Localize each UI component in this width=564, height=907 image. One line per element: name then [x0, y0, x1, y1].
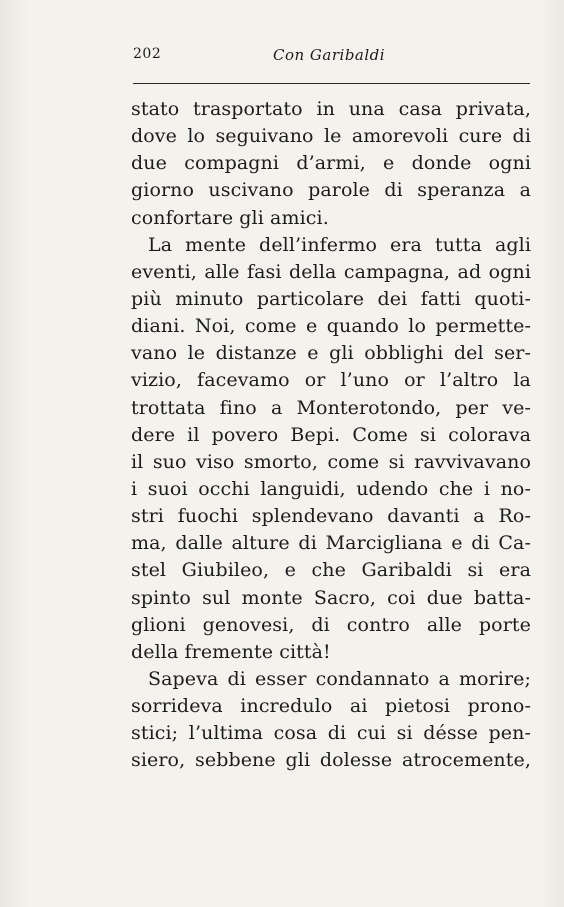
- text-line: dere il povero Bepi. Come si colorava: [131, 423, 531, 446]
- page-header: [133, 46, 528, 72]
- text-line: La mente dell’infermo era tutta agli: [148, 233, 531, 256]
- header-rule: [133, 83, 530, 84]
- text-line: stel Giubileo, e che Garibaldi si era: [131, 559, 531, 582]
- text-line: stri fuochi splendevano davanti a Ro-: [131, 505, 531, 528]
- text-line: vano le distanze e gli obblighi del ser-: [131, 342, 531, 365]
- text-line: sorrideva incredulo ai pietosi prono-: [131, 695, 531, 718]
- text-line: stici; l’ultima cosa di cui si désse pen-: [131, 722, 531, 745]
- text-line: diani. Noi, come e quando lo permette-: [131, 315, 531, 338]
- text-line: due compagni d’armi, e donde ogni: [131, 152, 531, 175]
- text-line: il suo viso smorto, come si ravvivavano: [131, 450, 531, 473]
- text-line: dove lo seguivano le amorevoli cure di: [131, 125, 531, 148]
- running-title: Con Garibaldi: [273, 46, 386, 64]
- text-line: i suoi occhi languidi, udendo che i no-: [131, 477, 531, 500]
- text-line: giorno uscivano parole di speranza a: [131, 179, 531, 202]
- text-line: vizio, facevamo or l’uno or l’altro la: [131, 369, 531, 392]
- text-line: stato trasportato in una casa privata,: [131, 98, 531, 120]
- text-line: della fremente città!: [131, 640, 331, 663]
- page-number: 202: [133, 46, 162, 62]
- text-line: ma, dalle alture di Marcigliana e di Ca-: [131, 532, 531, 555]
- text-line: eventi, alle fasi della campagna, ad ogni: [131, 260, 531, 283]
- text-line: siero, sebbene gli dolesse atrocemente,: [131, 749, 531, 772]
- text-line: glioni genovesi, di contro alle porte: [131, 613, 531, 636]
- text-line: confortare gli amici.: [131, 206, 329, 229]
- text-line: Sapeva di esser condannato a morire;: [148, 667, 531, 690]
- text-line: spinto sul monte Sacro, coi due batta-: [131, 586, 531, 609]
- text-line: più minuto particolare dei fatti quoti-: [131, 287, 531, 310]
- body-text: [131, 96, 531, 775]
- text-line: trottata fino a Monterotondo, per ve-: [131, 396, 531, 419]
